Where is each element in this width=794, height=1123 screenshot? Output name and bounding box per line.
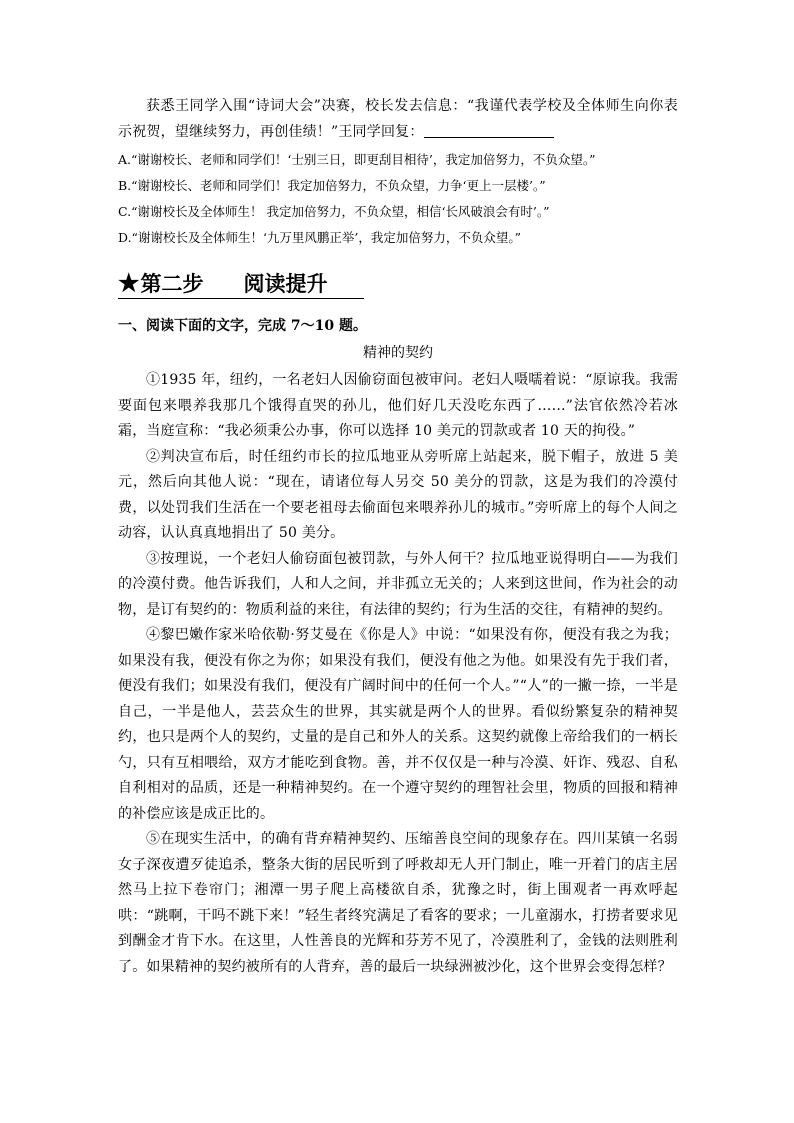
article-title: 精神的契约	[363, 345, 433, 361]
question-stem-text: 获悉王同学入围“诗词大会”决赛，校长发去信息：“我谨代表学校及全体师生向你表示祝贺，望继续努力，再创佳绩！”王同学回复：	[118, 98, 678, 140]
option-a: A.“谢谢校长、老师和同学们！‘士别三日，即更刮目相待’，我定加倍努力，不负众望。”	[118, 152, 596, 167]
option-d: D.“谢谢校长及全体师生！‘九万里风鹏正举’，我定加倍努力，不负众望。”	[118, 230, 522, 245]
article-title-block	[118, 342, 678, 364]
article-body	[118, 368, 678, 980]
step-heading	[118, 268, 364, 299]
paragraph-5: ⑤在现实生活中，的确有背弃精神契约、压缩善良空间的现象存在。四川某镇一名弱女子深夜遭歹徒追杀，整条大街的居民听到了呼救却无人开门制止，唯一开着门的店主居然马上拉下卷帘门；湘潭一男子爬上高楼欲自杀，犹豫之时，街上围观者一再欢呼起哄：“跳啊，干吗不跳下来！”轻生者终究满足了看客的要求；一儿童溺水，打捞者要求见到酬金才肯下水。在这里，人性善良的光辉和芬芳不见了，冷漠胜利了，金钱的法则胜利了。如果精神的契约被所有的人背弃，善的最后一块绿洲被沙化，这个世界会变得怎样？	[118, 831, 678, 975]
section-heading: 一、阅读下面的文字，完成 7～10 题。	[118, 318, 367, 334]
paragraph-3: ③按理说，一个老妇人偷窃面包被罚款，与外人何干？拉瓜地亚说得明白——为我们的冷漠付费。他告诉我们，人和人之间，并非孤立无关的；人来到这世间，作为社会的动物，是订有契约的：物质利益的来往，有法律的契约；行为生活的交往，有精神的契约。	[118, 550, 678, 618]
step-label: 第二步	[140, 271, 204, 296]
step-title: 阅读提升	[243, 271, 328, 296]
paragraph-1: ①1935 年，纽约，一名老妇人因偷窃面包被审问。老妇人嗫嚅着说：“原谅我。我需要面包来喂养我那几个饿得直哭的孙儿，他们好几天没吃东西了……”法官依然冷若冰霜，当庭宣称：“我必须秉公办事，你可以选择 10 美元的罚款或者 10 天的拘役。”	[118, 372, 678, 439]
answer-blank	[424, 123, 554, 138]
question-stem	[118, 94, 678, 145]
paragraph-4: ④黎巴嫩作家米哈依勒·努艾曼在《你是人》中说：“如果没有你，便没有我之为我；如果没有我，便没有你之为你；如果没有我们，便没有他之为他。如果没有先于我们者，便没有我们；如果没有我们，便没有广阔时间中的任何一个人。”“人”的一撇一捺，一半是自己，一半是他人，芸芸众生的世界，其实就是两个人的世界。看似纷繁复杂的精神契约，也只是两个人的契约，丈量的是自己和外人的关系。这契约就像上帝给我们的一柄长勺，只有互相喂给，双方才能吃到食物。善，并不仅仅是一种与冷漠、奸诈、残忍、自私自利相对的品质，还是一种精神契约。在一个遵守契约的理智社会里，物质的回报和精神的补偿应该是成正比的。	[118, 627, 678, 822]
options-list	[118, 147, 678, 251]
option-c: C.“谢谢校长及全体师生！ 我定加倍努力，不负众望，相信‘长风破浪会有时’。”	[118, 204, 550, 219]
question-block	[118, 94, 678, 145]
section-heading-block	[118, 315, 678, 337]
paragraph-2: ②判决宣布后，时任纽约市长的拉瓜地亚从旁听席上站起来，脱下帽子，放进 5 美元，然后向其他人说：“现在，请诸位每人另交 50 美分的罚款，这是为我们的冷漠付费，以处罚我们生活在一个要老祖母去偷面包来喂养孙儿的城市。”旁听席上的每个人间之动容，认认真真地捐出了 50 美分。	[118, 448, 678, 541]
option-b: B.“谢谢校长、老师和同学们！我定加倍努力，不负众望，力争‘更上一层楼’。”	[118, 178, 546, 193]
star-icon: ★	[118, 268, 140, 297]
